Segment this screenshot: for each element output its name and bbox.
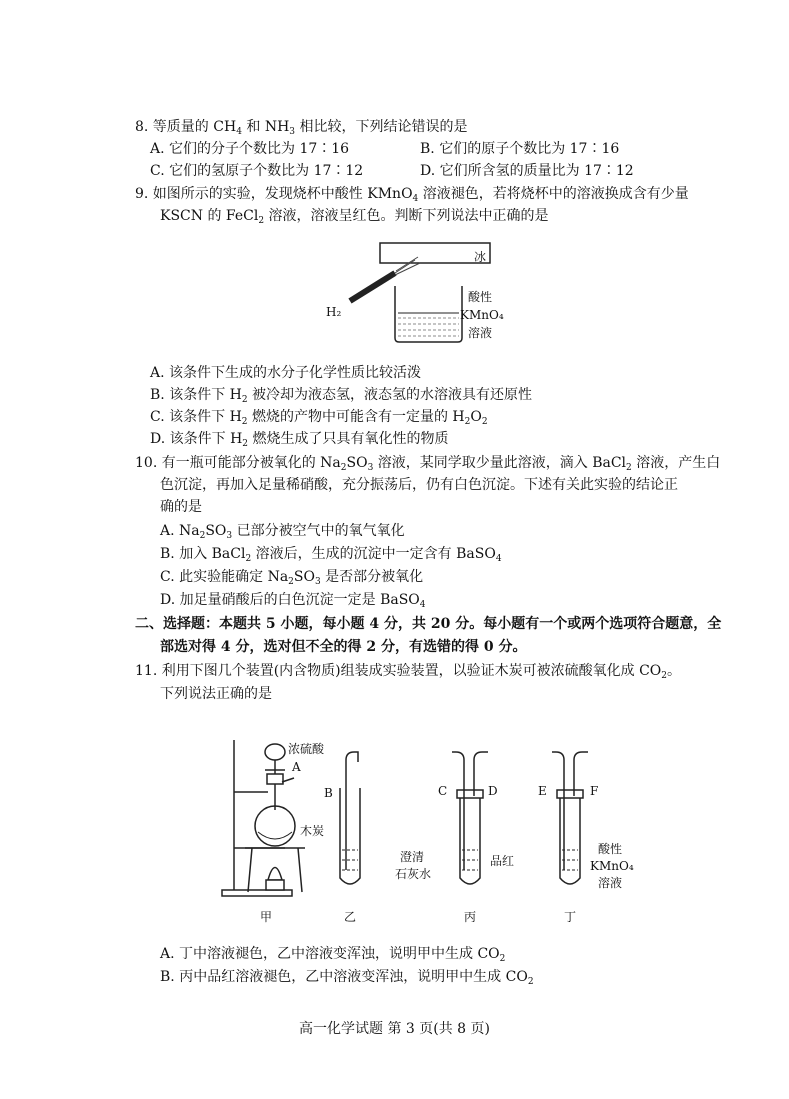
section2-instructions-line2: 部选对得 4 分，选对但不全的得 2 分，有选错的得 0 分。 [160,639,527,655]
label-ding: 丁 [564,910,577,924]
q10-option-b: B. 加入 BaCl$_2$ 溶液后，生成的沉淀中一定含有 BaSO$_4$ [160,546,502,564]
h2-tube [350,273,395,301]
solution-label-2: 溶液 [598,876,623,890]
q10-stem-line3: 确的是 [160,499,202,515]
apparatus-yi [340,752,360,884]
acid-label: 酸性 [468,290,493,304]
q9-stem-line2: KSCN 的 FeCl$_2$ 溶液，溶液呈红色。判断下列说法中正确的是 [160,208,549,226]
q11-stem-line2: 下列说法正确的是 [160,686,272,702]
apparatus-ding [552,752,588,884]
label-c: C [438,784,448,798]
q8-option-c: C. 它们的氢原子个数比为 17∶12 [150,163,364,179]
q9-option-b: B. 该条件下 $H_2$ 被冷却为液态氢，液态氢的水溶液具有还原性 [150,387,533,405]
kmno4-label: KMnO₄ [460,308,504,322]
q8-option-d: D. 它们所含氢的质量比为 17∶12 [420,163,634,179]
beaker [395,286,462,342]
q10-option-d: D. 加足量硝酸后的白色沉淀一定是 BaSO$_4$ [160,592,426,610]
limewater-label-2: 石灰水 [395,867,432,881]
q9-figure [320,238,520,348]
q9-option-c: C. 该条件下 $H_2$ 燃烧的产物中可能含有一定量的 $H_2O_2$ [150,409,488,427]
label-jia: 甲 [260,910,273,924]
limewater-label-1: 澄清 [400,850,425,864]
label-f: F [590,784,599,798]
q11-stem-line1: 11. 利用下图几个装置(内含物质)组装成实验装置，以验证木炭可被浓硫酸氧化成 $CO_2$。 [135,663,682,681]
section2-instructions-line1: 二、选择题：本题共 5 小题，每小题 4 分，共 20 分。每小题有一个或两个选项符合题意，全 [135,616,722,632]
q11-apparatus-figure [220,730,660,930]
q10-stem-line1: 10. 有一瓶可能部分被氧化的 $Na_2SO_3$ 溶液，某同学取少量此溶液，滴入 BaCl$_2$ 溶液，产生白 [135,455,721,473]
conc-acid-label: 浓硫酸 [288,742,325,756]
q10-option-a: A. $Na_2SO_3$ 已部分被空气中的氧气氧化 [160,523,405,541]
apparatus-diagram [220,730,660,930]
q10-stem-line2: 色沉淀，再加入足量稀硝酸，充分振荡后，仍有白色沉淀。下述有关此实验的结论正 [160,477,678,493]
q8-stem: 8. 等质量的 $CH_4$ 和 $NH_3$ 相比较，下列结论错误的是 [135,119,468,137]
h2-label: H₂ [326,305,342,319]
label-a: A [292,760,301,774]
q9-stem-line1: 9. 如图所示的实验，发现烧杯中酸性 KMnO$_4$ 溶液褪色，若将烧杯中的溶液换成含有少量 [135,186,689,204]
q11-option-b: B. 丙中品红溶液褪色，乙中溶液变浑浊，说明甲中生成 $CO_2$ [160,969,534,987]
kmno4-label-2: KMnO₄ [590,859,634,873]
q9-option-d: D. 该条件下 $H_2$ 燃烧生成了只具有氧化性的物质 [150,431,449,449]
label-bing: 丙 [464,910,477,924]
label-e: E [538,784,547,798]
ice-label: 冰 [474,250,487,264]
apparatus-bing [452,752,488,884]
label-b: B [324,786,333,800]
label-d: D [488,784,498,798]
page-footer: 高一化学试题 第 3 页(共 8 页) [299,1021,490,1037]
q8-option-a: A. 它们的分子个数比为 17∶16 [150,141,350,157]
label-yi: 乙 [344,910,357,924]
solution-label: 溶液 [468,326,493,340]
charcoal-label: 木炭 [300,824,325,838]
q8-option-b: B. 它们的原子个数比为 17∶16 [420,141,620,157]
q11-option-a: A. 丁中溶液褪色，乙中溶液变浑浊，说明甲中生成 $CO_2$ [160,946,506,964]
q9-option-a: A. 该条件下生成的水分子化学性质比较活泼 [150,365,422,381]
red-dye-label: 品红 [490,854,515,868]
q10-option-c: C. 此实验能确定 $Na_2SO_3$ 是否部分被氧化 [160,569,424,587]
acid-label-2: 酸性 [598,842,623,856]
